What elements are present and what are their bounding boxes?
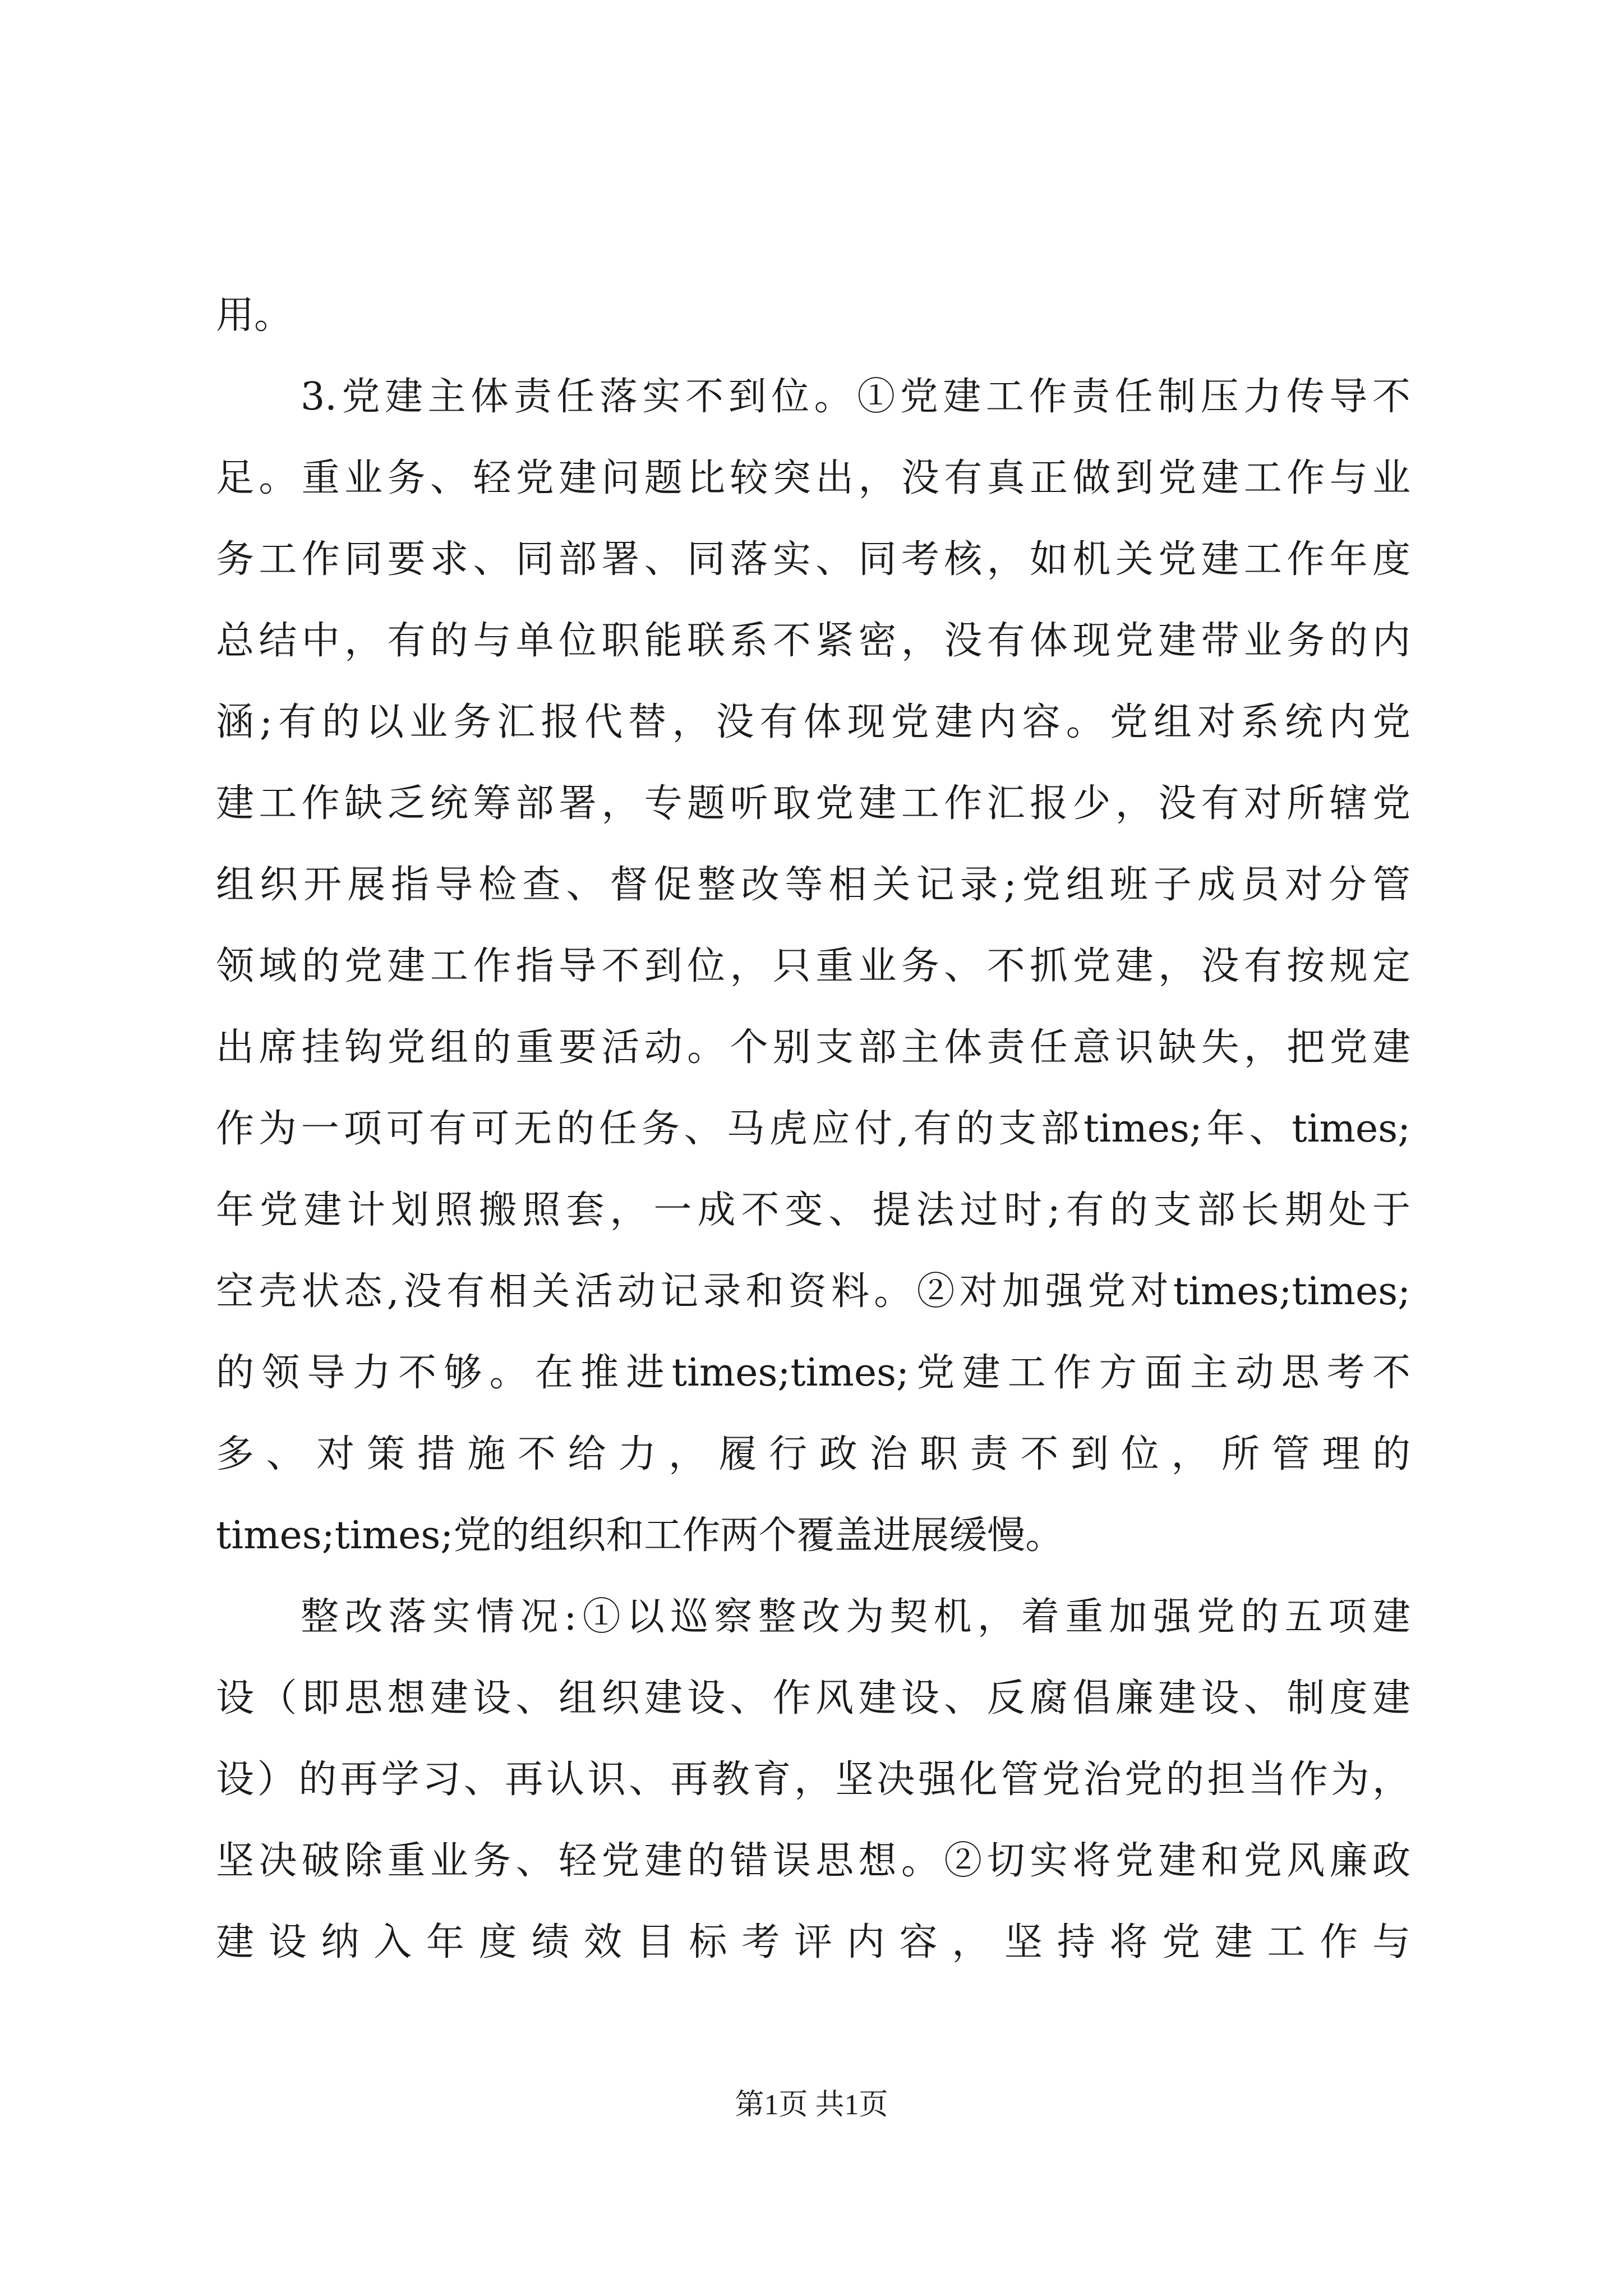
- text-line: 建工作缺乏统筹部署，专题听取党建工作汇报少，没有对所辖党: [216, 781, 1410, 826]
- text-line: 设）的再学习、再认识、再教育，坚决强化管党治党的担当作为，: [216, 1757, 1410, 1802]
- text-line: 3.党建主体责任落实不到位。①党建工作责任制压力传导不: [301, 375, 1410, 419]
- text-line: 空壳状态,没有相关活动记录和资料。②对加强党对times;times;: [216, 1269, 1410, 1314]
- text-line: 领域的党建工作指导不到位，只重业务、不抓党建，没有按规定: [216, 944, 1410, 988]
- text-line: 建设纳入年度绩效目标考评内容，坚持将党建工作与: [216, 1920, 1410, 1964]
- text-line: 作为一项可有可无的任务、马虎应付,有的支部times;年、times;: [216, 1107, 1410, 1151]
- page-footer: 第1页 共1页: [735, 2089, 888, 2121]
- text-line: 年党建计划照搬照套，一成不变、提法过时;有的支部长期处于: [216, 1188, 1410, 1232]
- text-line: 多、对策措施不给力，履行政治职责不到位，所管理的: [216, 1432, 1410, 1476]
- text-line: 坚决破除重业务、轻党建的错误思想。②切实将党建和党风廉政: [216, 1839, 1410, 1883]
- text-line: times;times;党的组织和工作两个覆盖进展缓慢。: [216, 1513, 1064, 1558]
- text-line: 足。重业务、轻党建问题比较突出，没有真正做到党建工作与业: [216, 456, 1410, 500]
- text-line: 整改落实情况:①以巡察整改为契机，着重加强党的五项建: [301, 1595, 1410, 1639]
- text-line: 的领导力不够。在推进times;times;党建工作方面主动思考不: [216, 1351, 1410, 1395]
- text-line: 设（即思想建设、组织建设、作风建设、反腐倡廉建设、制度建: [216, 1676, 1410, 1720]
- text-line: 涵;有的以业务汇报代替，没有体现党建内容。党组对系统内党: [216, 700, 1410, 744]
- text-line: 务工作同要求、同部署、同落实、同考核，如机关党建工作年度: [216, 537, 1410, 582]
- text-line: 组织开展指导检查、督促整改等相关记录;党组班子成员对分管: [216, 863, 1410, 907]
- text-line: 用。: [216, 293, 293, 338]
- text-line: 总结中，有的与单位职能联系不紧密，没有体现党建带业务的内: [216, 619, 1410, 663]
- text-line: 出席挂钩党组的重要活动。个别支部主体责任意识缺失，把党建: [216, 1025, 1410, 1070]
